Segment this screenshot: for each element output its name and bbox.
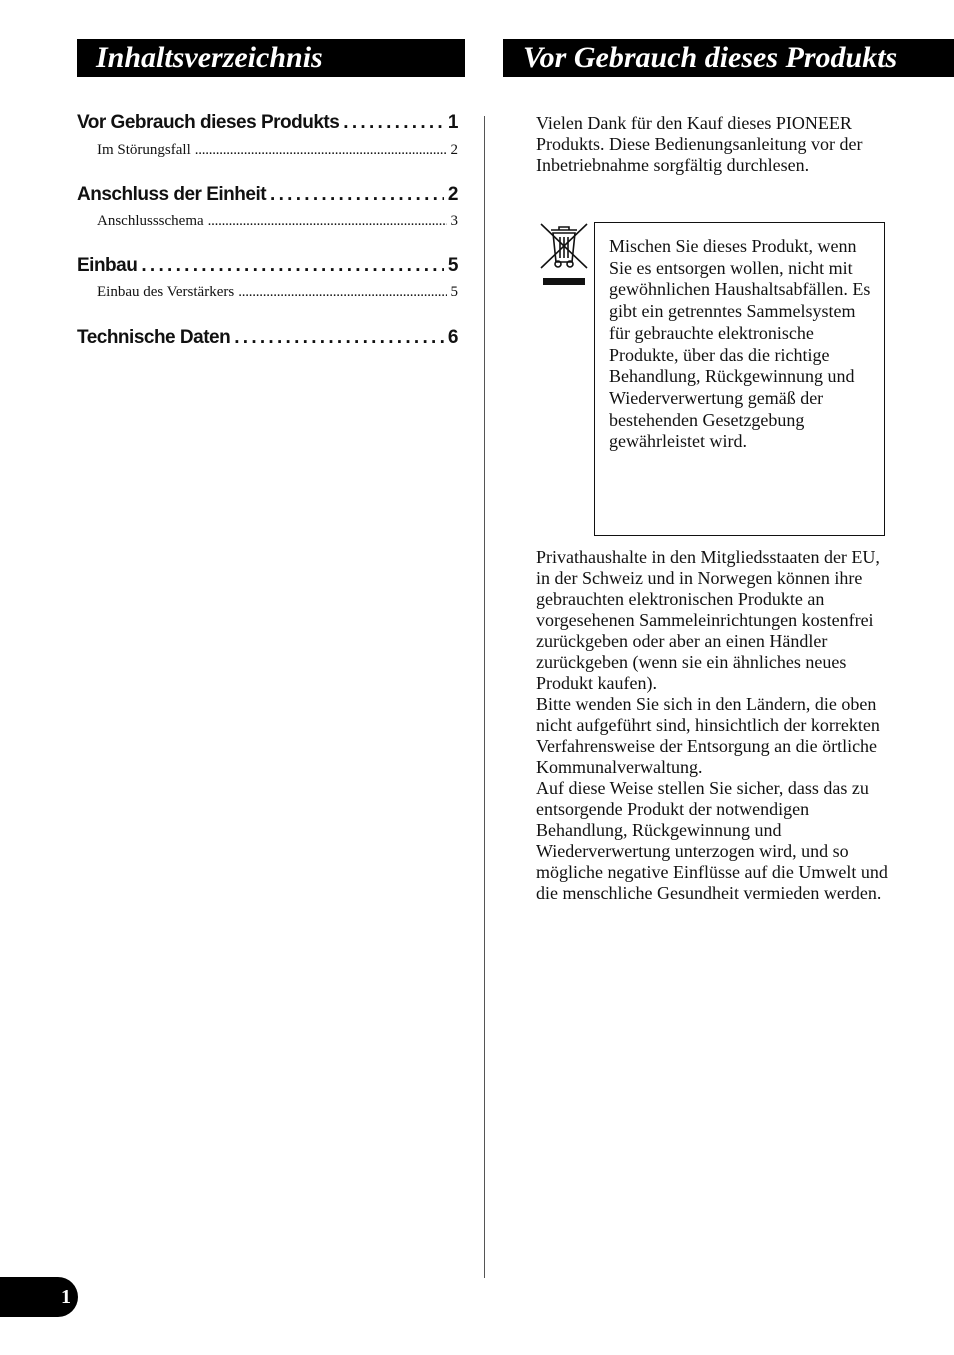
section-header: Vor Gebrauch dieses Produkts: [503, 39, 954, 77]
toc-entry-page: 5: [450, 284, 458, 300]
toc-entry-anschlussschema[interactable]: [77, 213, 458, 230]
toc-entry-title: Anschluss der Einheit: [77, 184, 267, 205]
toc-entry-page: 2: [447, 184, 458, 205]
disposal-information: [536, 547, 896, 904]
toc-entry-title: Anschlussschema: [97, 213, 204, 229]
toc-entry-page: 2: [450, 142, 458, 158]
toc-entry-title: Vor Gebrauch dieses Produkts: [77, 112, 340, 133]
paragraph-collection: Privathaushalte in den Mitgliedsstaaten der EU, in der Schweiz und in Norwegen können ihre gebrauchten elektronischen Produkte an vorgesehenen Sammeleinrichtungen kostenfrei zurückgeben oder aber an einen Händler zurückgeben (wenn sie ein ähnliches neues Produkt kaufen).: [536, 547, 880, 693]
paragraph-environment: Auf diese Weise stellen Sie sicher, dass das zu entsorgende Produkt der notwendigen Behandlung, Rückgewinnung und Wiederverwertung unterzogen wird, und so mögliche negative Einflüsse auf die Umwelt und die menschliche Gesundheit vermieden werden.: [536, 778, 888, 903]
toc-entry-title: Einbau: [77, 255, 138, 276]
toc-entry-stoerungsfall[interactable]: [77, 142, 458, 159]
paragraph-other-countries: Bitte wenden Sie sich in den Ländern, die oben nicht aufgeführt sind, hinsichtlich der korrekten Verfahrensweise der Entsorgung an die örtliche Kommunalverwaltung.: [536, 694, 880, 777]
toc-entry-page: 3: [450, 213, 458, 229]
toc-entry-technische-daten[interactable]: [77, 327, 458, 349]
crossed-out-wheelie-bin-icon: [537, 222, 591, 288]
toc-entry-vor-gebrauch[interactable]: [77, 112, 458, 134]
toc-entry-page: 1: [447, 112, 458, 133]
toc-header: Inhaltsverzeichnis: [77, 39, 465, 77]
page-number: 1: [0, 1277, 78, 1317]
disposal-notice-box: Mischen Sie dieses Produkt, wenn Sie es entsorgen wollen, nicht mit gewöhnlichen Haushaltsabfällen. Es gibt ein getrenntes Sammelsystem für gebrauchte elektronische Produkte, über das die richtige Behandlung, Rückgewinnung und Wiederverwertung gemäß der bestehenden Gesetzgebung gewährleistet wird.: [594, 222, 885, 536]
column-divider: [484, 116, 485, 1278]
toc-entry-anschluss[interactable]: [77, 184, 458, 206]
intro-paragraph: Vielen Dank für den Kauf dieses PIONEER Produkts. Diese Bedienungsanleitung vor der Inbetriebnahme sorgfältig durchlesen.: [536, 113, 863, 175]
toc-entry-title: Im Störungsfall: [97, 142, 191, 158]
toc-entry-title: Einbau des Verstärkers: [97, 284, 235, 300]
toc-entry-page: 6: [447, 327, 458, 348]
toc-entry-title: Technische Daten: [77, 327, 231, 348]
toc-entry-einbau[interactable]: [77, 255, 458, 277]
toc-entry-einbau-verstaerker[interactable]: [77, 284, 458, 301]
toc-entry-page: 5: [447, 255, 458, 276]
